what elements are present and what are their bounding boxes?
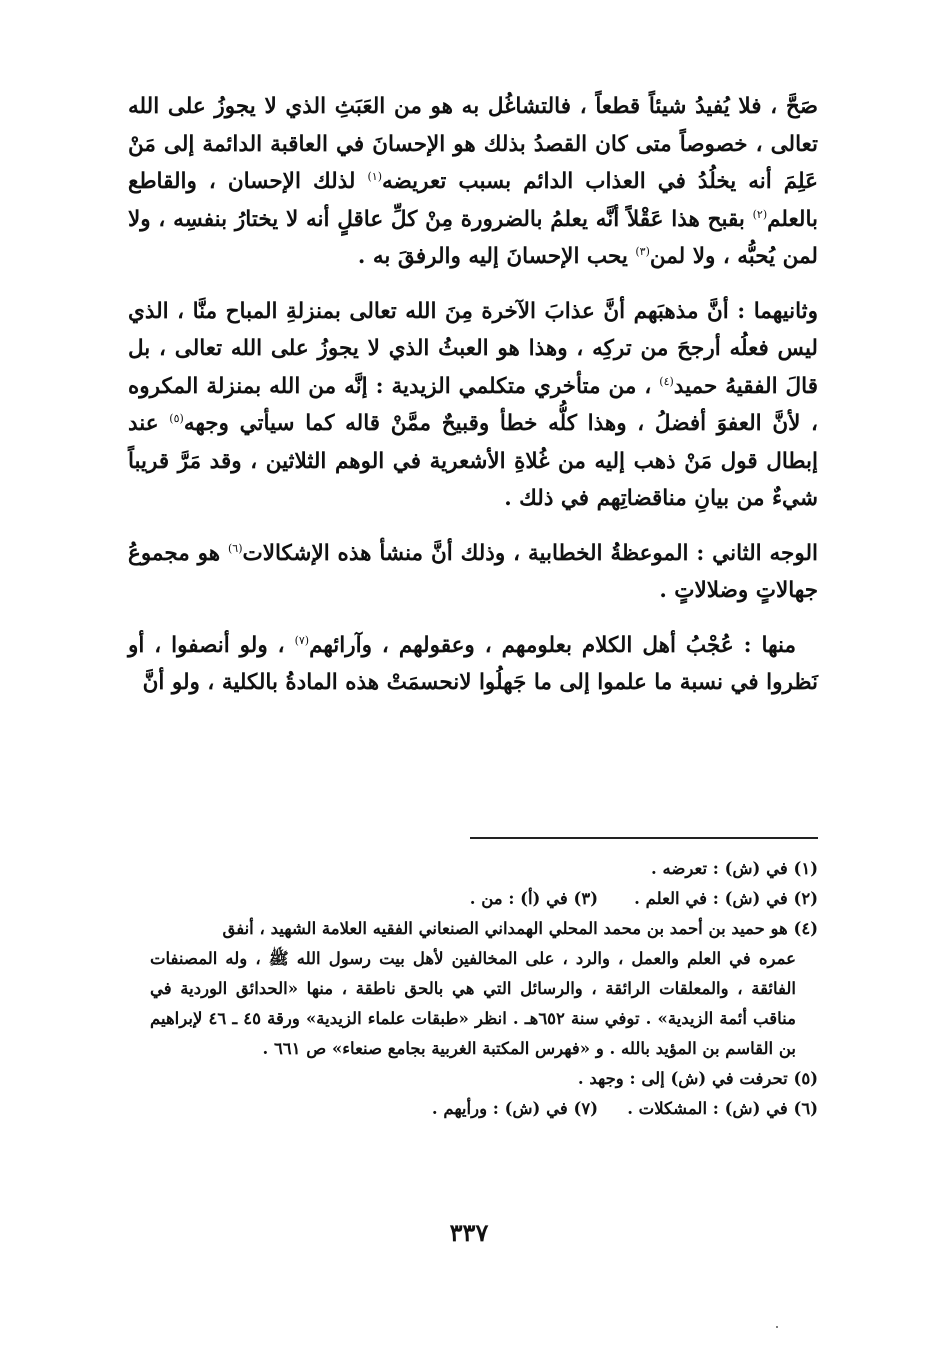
footnote-ref-6: (٦) <box>227 541 243 555</box>
paragraph-lead: الوجه الثاني : <box>696 540 818 566</box>
footnotes <box>150 854 818 1124</box>
footnote-ref-4: (٤) <box>659 374 674 388</box>
footnote-4-continuation: عمره في العلم والعمل ، والرد ، على المخالفين لأهل بيت رسول الله ﷺ ، وله المصنفات الفائقة ، والمعلقات الرائقة ، والرسائل التي هي بالحق ناطقة ، منها «الحدائق الوردية في مناقب أئمة الزيدية» . توفي سنة ٦٥٢هـ . انظر «طبقات علماء الزيدية» ورقة ٤٥ ـ ٤٦ لإبراهيم بن القاسم بن المؤيد بالله . و «فهرس المكتبة الغربية بجامع صنعاء» ص ٦٦١ . <box>150 949 796 1058</box>
footnote-separator <box>470 837 818 839</box>
text-segment: الموعظةُ الخطابية ، وذلك أنَّ منشأ هذه الإشكالات <box>242 540 697 566</box>
paragraph-3 <box>128 535 818 610</box>
text-segment: هو مجموعُ جهالاتٍ وضلالاتٍ . <box>128 540 818 603</box>
footnote-4 <box>150 914 818 1064</box>
paragraph-1 <box>128 88 818 276</box>
footnote-2: (٢) في (ش) : في العلم . <box>634 889 818 908</box>
page-number: ٣٣٧ <box>449 1218 489 1247</box>
text-segment: عند إبطال قول مَنْ ذهب إليه من غُلاةِ الأشعرية في الوهم الثلاثين ، وقد مَرَّ قريباً شيءٌ من بيانِ مناقضاتِهم في ذلك . <box>128 411 818 511</box>
footnote-1: (١) في (ش) : تعرضه . <box>651 859 818 878</box>
paragraph-2 <box>128 293 818 518</box>
footnote-4-first-line: (٤) هو حميد بن أحمد بن محمد المحلي الهمداني الصنعاني الفقيه العلامة الشهيد ، أنفق <box>222 919 818 938</box>
text-segment: صَحَّ ، فلا يُفيدُ شيئاً قطعاً ، فالتشاغُل به هو من العَبَثِ الذي لا يجوزُ على الله تعالى ، خصوصاً متى كان القصدُ بذلك هو الإحسانَ في العاقبة الدائمة إلى مَنْ عَلِمَ أنه يخلُدُ في العذاب الدائم بسبب تعريضه <box>128 94 818 194</box>
text-segment: أنَّ مذهبَهم أنَّ عذابَ الآخرة مِنَ الله تعالى بمنزلةِ المباح منَّا ، الذي ليس فعلُه أرجحَ من تركِه ، وهذا هو العبثُ الذي لا يجوزُ على الله تعالى ، بل قالَ الفقيهُ حميد <box>128 298 818 399</box>
footnote-ref-7: (٧) <box>294 633 310 647</box>
paragraph-4 <box>128 627 818 702</box>
footnote-ref-3: (٣) <box>635 244 650 258</box>
text-segment: لذلك الإحسان ، والقاطع بالعلم <box>128 169 818 232</box>
text-segment: منها : عُجْبُ أهل الكلام بعلومهم ، وعقولهم ، وآرائهم <box>309 632 796 658</box>
footnote-3: (٣) في (أ) : من . <box>469 889 598 908</box>
footnote-7: (٧) في (ش) : ورأيهم . <box>431 1099 598 1118</box>
text-segment: ، من متأخري متكلمي الزيدية : إنَّه من الله بمنزلة المكروه ، لأنَّ العفوَ أفضلُ ، وهذا كلُّه خطأ وقبيحٌ ممَّنْ قاله كما سيأتي وجهه <box>128 373 818 436</box>
paragraph-lead: وثانيهما : <box>737 298 819 324</box>
text-segment: بقبح هذا عَقْلاً أنَّه يعلمُ بالضرورة مِنْ كلِّ عاقلٍ أنه لا يختارُ بنفسِه ، ولا لمن يُحبُّه ، ولا لمن <box>128 206 818 269</box>
text-segment: ، ولو أنصفوا ، أو نَظروا في نسبة ما علموا إلى ما جَهلُوا لانحسمَتْ هذه المادةُ بالكلية ، ولو أنَّ <box>128 632 818 695</box>
footnote-ref-1: (١) <box>367 169 382 183</box>
main-text <box>128 88 818 702</box>
scan-speck <box>776 1326 778 1328</box>
footnote-ref-5: (٥) <box>169 411 184 425</box>
footnote-row <box>150 884 818 914</box>
footnote-row <box>150 1094 818 1124</box>
footnote-6: (٦) في (ش) : المشكلات . <box>627 1099 818 1118</box>
text-segment: يحب الإحسانَ إليه والرفقَ به . <box>357 244 636 269</box>
footnote-ref-2: (٢) <box>752 207 768 221</box>
footnote-5: (٥) تحرفت في (ش) إلى : وجهد . <box>577 1069 818 1088</box>
